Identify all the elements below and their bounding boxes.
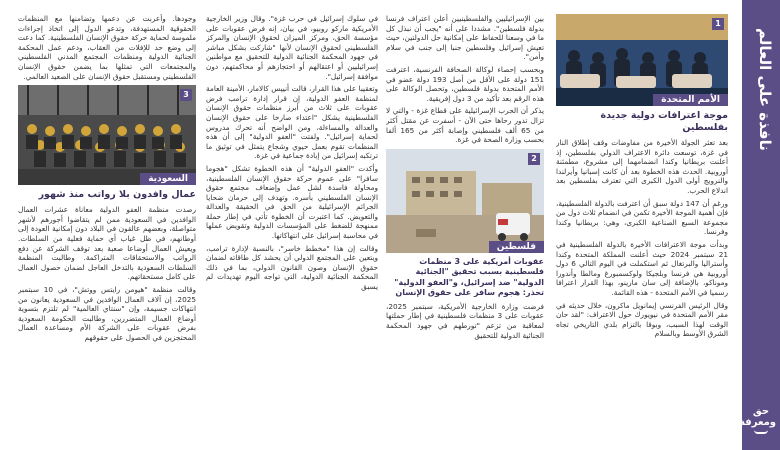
gaza-ruins-image <box>386 149 544 253</box>
article-body <box>386 14 544 145</box>
column-4 <box>18 14 196 442</box>
paragraph: في سلوك إسرائيل في حرب غزة". وقال وزير الخارجية الأمريكية ماركو روبيو، في بيان، إنه فرض عقوبات على مؤسسة الحق، ومركز الميزان لحقوق الإنسان والمركز الفلسطيني لحقوق الإنسان لأنها "شاركت بشكل مباشر في جهود المحكمة الجنائية الدولية للتحقيق مع مواطنين إسرائيليين أو اعتقالهم أو احتجازهم أو محاكمتهم، دون موافقة إسرائيل". <box>206 14 378 81</box>
article-headline: عمال وافدون بلا رواتب منذ شهور <box>38 189 196 201</box>
article-body <box>556 138 728 339</box>
paragraph: يذكر أن الحرب الإسرائيلية على قطاع غزة - والتي لا تزال تدور رحاها حتى الآن - أسفرت عن مقتل أكثر من 65 ألف فلسطيني وإصابة أكثر من 165 ألفا بحسب وزارة الصحة في غزة. <box>386 106 544 145</box>
article-body <box>18 205 196 342</box>
workers-image <box>18 85 196 185</box>
article-number-badge: 1 <box>712 18 724 30</box>
paragraph: بعد تعثر الجولة الأخيرة من مفاوضات وقف إطلاق النار في غزة، توسعت دائرة الاعتراف الدولي بفلسطين، إذ أعلنت بريطانيا وكندا انضمامهما إلى مشروع، مطمئنة أوروبية. الحدث هذه الخطوة بعد أن كانت إسبانيا وأيرلندا والنرويج أولى الدول الكبرى التي تعترف بفلسطين بعد اندلاع الحرب. <box>556 138 728 195</box>
paragraph: رصدت منظمة العفو الدولية معاناة عشرات العمال الوافدين في السعودية ممن لم يتقاضوا أجورهم لأشهر متواصلة، وبعضهم عالقون في البلاد دون إمكانية العودة إلى أوطانهم، في ظل غياب أي حماية فعلية من السلطات. ويعيش العمال أوضاعا صعبة بعد توقف الشركة عن دفع الرواتب والاستحقاقات المتراكمة. وطالبت المنظمة السلطات السعودية بالتدخل العاجل لضمان حصول العمال على كامل مستحقاتهم. <box>18 205 196 282</box>
column-3 <box>206 14 378 442</box>
article-number-badge: 3 <box>180 89 192 101</box>
column-1 <box>556 14 728 442</box>
un-assembly-photo <box>556 14 728 106</box>
logo-mark <box>754 430 768 434</box>
column-2 <box>386 14 544 442</box>
article-headline: عقوبات أمريكية على 3 منظمات فلسطينية بسبب تحقيق "الجنائية الدولية" ضد إسرائيل، و"العفو الدولية" تحذر: هجوم سافر على حقوق الإنسان <box>394 256 544 298</box>
paragraph: وقال الرئيس الفرنسي إيمانويل ماكرون، خلال حديثه في مقر الأمم المتحدة في نيويورك حول الاعتراف: "لقد حان الوقت لهذا السبب، وبوقا بالتزام بلدي التاريخي تجاه الشرق الأوسط وبالسلام <box>556 300 728 339</box>
paragraph: وبحسب إحصاء لوكالة الصحافة الفرنسية، اعترفت 151 دولة على الأقل من أصل 193 دولة عضو في الأمم المتحدة بدولة فلسطين، وتحصل الوكالة على هذه الرقم بعد تأكيد من 3 دول إفريقية. <box>386 64 544 103</box>
section-title: نافذة على العالم <box>756 28 774 151</box>
paragraph: وقالت منظمة "هيومن رايتس ووتش"، في 10 سبتمبر 2025، إن آلاف العمال الوافدين في السعودية يعانون من انتهاكات جسيمة، وإن "سنتاي العالمية" لم تلتزم بتسوية أوضاع العمال المتضررين، وطالبت الحكومة السعودية بفرض عقوبات على الشركة الأم ومساعدة العمال المحتجزين في الحصول على حقوقهم <box>18 284 196 342</box>
article-tag: الأمم المتحدة <box>653 94 728 106</box>
paragraph: بين الإسرائيليين والفلسطينيين أعلن اعتراف فرنسا بدولة فلسطين". مشددا على أنه "يجب أن نبذل كل ما في وسعنا للحفاظ على إمكانية حل الدولتين، حيث تعيش إسرائيل وفلسطين جنبا إلى جنب في سلام وأمن". <box>386 14 544 62</box>
logo-bottom-text: ومعرفة <box>739 417 776 428</box>
sidebar <box>739 0 780 450</box>
publication-logo <box>739 406 776 434</box>
paragraph: وجودها. وأعربت عن دعمها وتضامنها مع المنظمات الحقوقية المستهدفة، وتدعو الدول إلى اتخاذ إجراءات ملموسة لحماية حركة حقوق الإنسان الفلسطينية. كما دعت إلى وضع حد للإفلات من العقاب، ودعم عمل المحكمة الجنائية الدولية ومنظمات المجتمع المدني الفلسطيني والمجتمعات التي تمثلها بما يضمن حقوق الإنسان الفلسطيني ومستقبل حقوق الإنسان على الصعيد العالمي. <box>18 14 196 81</box>
un-assembly-image <box>556 14 728 106</box>
article-body <box>386 302 544 340</box>
paragraph: ورغم أن 147 دولة سبق أن اعترفت بالدولة الفلسطينية، فإن أهمية الموجة الأخيرة تكمن في انضمام ثلاث دول من مجموعة السبع الصناعية الكبرى، وهي: بريطانيا وكندا وفرنسا. <box>556 198 728 237</box>
paragraph: وبدأت موجة الاعترافات الأخيرة بالدولة الفلسطينية في 21 سبتمبر 2024 حيث أعلنت المملكة المتحدة وكندا وأستراليا والبرتغال ثم استكملت في اليوم التالي 6 دول أوروبية هي فرنسا وبلجيكا ولوكسمبورغ ومالطا وأندورا وموناكو، بالإضافة إلى سان مارينو، بهذا القرار اعترافا رسميا في الأمم المتحدة - هذه القائمة. <box>556 239 728 297</box>
article-headline: موجة اعترافات دولية جديدة بفلسطين <box>600 110 728 133</box>
workers-photo <box>18 85 196 185</box>
paragraph: فرضت وزارة الخارجية الأمريكية، سبتمبر 2025، عقوبات على 3 منظمات فلسطينية في إطار حملتها لمعاقبة من تزعم "تورطهم في جهود المحكمة الجنائية الدولية للتحقيق <box>386 301 544 340</box>
paragraph: وأكدت "العفو الدولية" أن هذه الخطوة تشكل "هجوما سافرا" على عموم حركة حقوق الإنسان الفلسطينية، ومحاولة فاسدة لشل عمل وإضعاف مجتمع حقوق الإنسان الفلسطيني بأسره. وتهدف إلى حرمان ضحايا الجرائم الإسرائيلية من الحق في الحقيقة والعدالة والتعويض. كما اعتبرت أن الخطوة تأتي في إطار حملة ممنهجة للضغط على المؤسسات الدولية وتقويض عملها في محاسبة إسرائيل على انتهاكاتها. <box>206 163 378 241</box>
paragraph: وتعقيبا على هذا القرار، قالت أنييس كالامار، الأمينة العامة لمنظمة العفو الدولية، إن قرار إدارة ترامب فرض عقوبات على ثلاث من أبرز منظمات حقوق الإنسان الفلسطينية يشكل "اعتداء صارخا على حقوق الإنسان والعدالة والمساءلة، ومن الواضح أنه تحرك مدروس لحماية إسرائيل". ولفتت "العفو الدولية" إلى أن هذه المنظمات تقوم بعمل حيوي وشجاع يتمثل في توثيق ما ترتكبه إسرائيل من إبادة جماعية في غزة. <box>206 84 378 161</box>
article-number-badge: 2 <box>528 153 540 165</box>
logo-top-text: حق <box>752 406 770 417</box>
gaza-ruins-photo <box>386 149 544 253</box>
article-tag: فلسطين <box>489 241 544 253</box>
article-body <box>206 14 378 292</box>
article-tag: السعودية <box>140 173 196 185</box>
paragraph: وقالت إن هذا "مخطط خاسر"، بالنسبة لإدارة ترامب، ويتعين على المجتمع الدولي أن يحشد كل طاقاته لضمان حقوق الإنسان وصون القانون الدولي، بما في ذلك المحكمة الجنائية الدولية، التي تواجه اليوم تهديدات لم يسبق <box>206 243 378 292</box>
article-body <box>18 14 196 81</box>
